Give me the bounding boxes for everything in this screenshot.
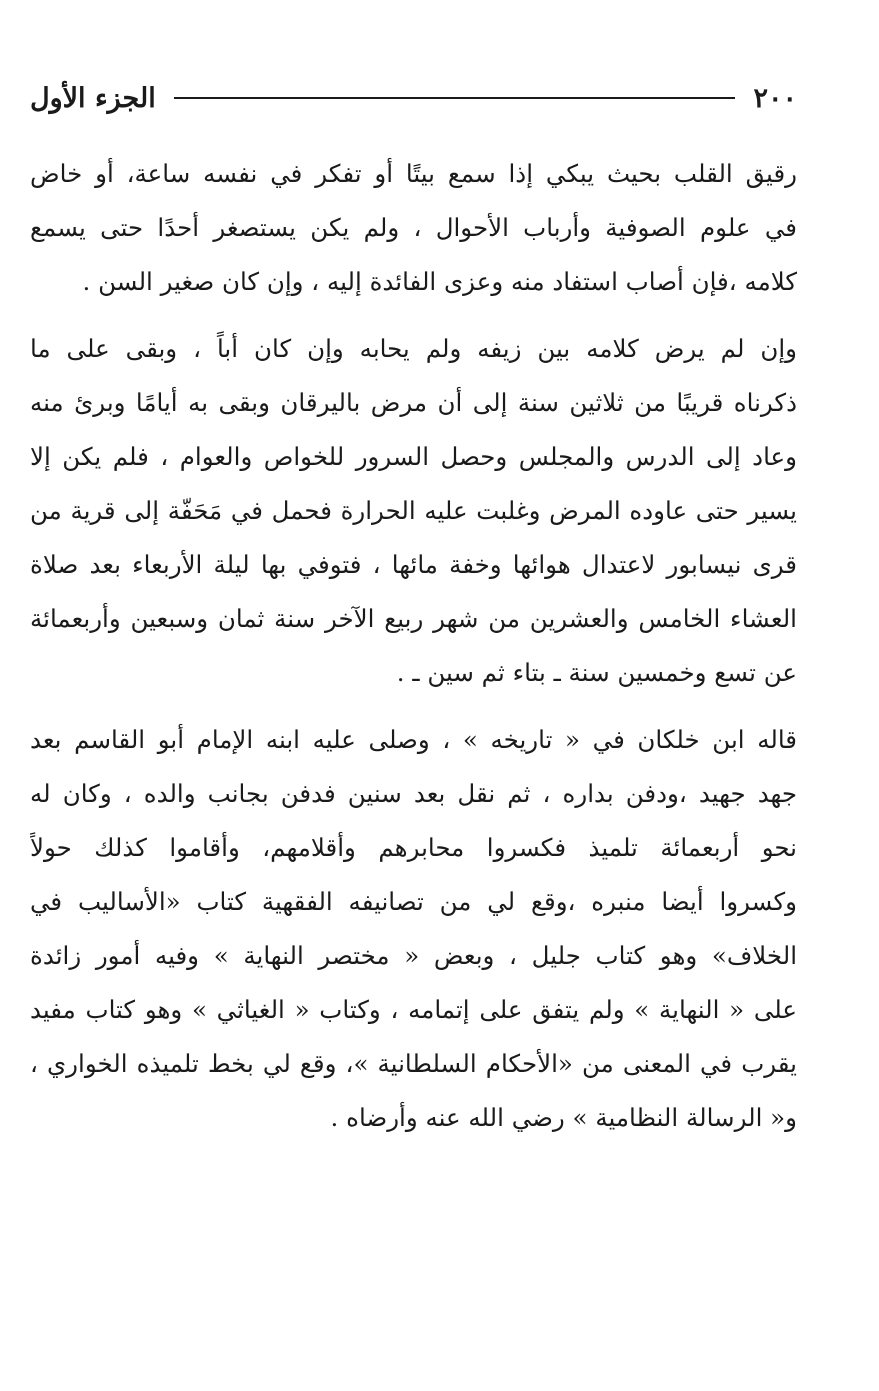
running-header: [30, 78, 797, 118]
text-line: وكسروا أيضا منبره ،وقع لي من تصانيفه الفقهية كتاب «الأساليب في: [30, 887, 797, 916]
text-line: على « النهاية » ولم يتفق على إتمامه ، وكتاب « الغياثي » وهو كتاب مفيد: [30, 995, 797, 1024]
text-line: كلامه ،فإن أصاب استفاد منه وعزى الفائدة إليه ، وإن كان صغير السن .: [82, 267, 797, 296]
header-rule: [174, 97, 736, 99]
text-line: رقيق القلب بحيث يبكي إذا سمع بيتًا أو تفكر في نفسه ساعة، أو خاض: [30, 159, 797, 188]
text-line: وإن لم يرض كلامه بين زيفه ولم يحابه وإن كان أباً ، وبقى على ما: [30, 334, 797, 363]
body-text: [30, 147, 797, 1158]
text-line: الخلاف» وهو كتاب جليل ، وبعض « مختصر النهاية » وفيه أمور زائدة: [30, 941, 797, 970]
section-title: الجزء الأول: [30, 82, 156, 114]
text-line: في علوم الصوفية وأرباب الأحوال ، ولم يكن يستصغر أحدًا حتى يسمع: [30, 213, 797, 242]
paragraph-2: [30, 322, 797, 700]
text-line: و« الرسالة النظامية » رضي الله عنه وأرضاه .: [330, 1103, 797, 1132]
text-line: يسير حتى عاوده المرض وغلبت عليه الحرارة فحمل في مَحَفّة إلى قرية من: [30, 496, 797, 525]
text-line: نحو أربعمائة تلميذ فكسروا محابرهم وأقلامهم، وأقاموا كذلك حولاً: [30, 833, 797, 862]
text-line: العشاء الخامس والعشرين من شهر ربيع الآخر سنة ثمان وسبعين وأربعمائة: [30, 604, 797, 633]
paragraph-1: [30, 147, 797, 309]
paragraph-3: [30, 713, 797, 1145]
text-line: يقرب في المعنى من «الأحكام السلطانية »، وقع لي بخط تلميذه الخواري ،: [30, 1049, 797, 1078]
text-line: قاله ابن خلكان في « تاريخه » ، وصلى عليه ابنه الإمام أبو القاسم بعد: [30, 725, 797, 754]
text-line: جهد جهيد ،ودفن بداره ، ثم نقل بعد سنين فدفن بجانب والده ، وكان له: [30, 779, 797, 808]
text-line: عن تسع وخمسين سنة ـ بتاء ثم سين ـ .: [396, 658, 797, 687]
text-line: ذكرناه قريبًا من ثلاثين سنة إلى أن مرض باليرقان وبقى به أيامًا وبرئ منه: [30, 388, 797, 417]
text-line: وعاد إلى الدرس والمجلس وحصل السرور للخواص والعوام ، فلم يكن إلا: [30, 442, 797, 471]
page-number: ٢٠٠: [753, 82, 797, 114]
text-line: قرى نيسابور لاعتدال هوائها وخفة مائها ، فتوفي بها ليلة الأربعاء بعد صلاة: [30, 550, 797, 579]
